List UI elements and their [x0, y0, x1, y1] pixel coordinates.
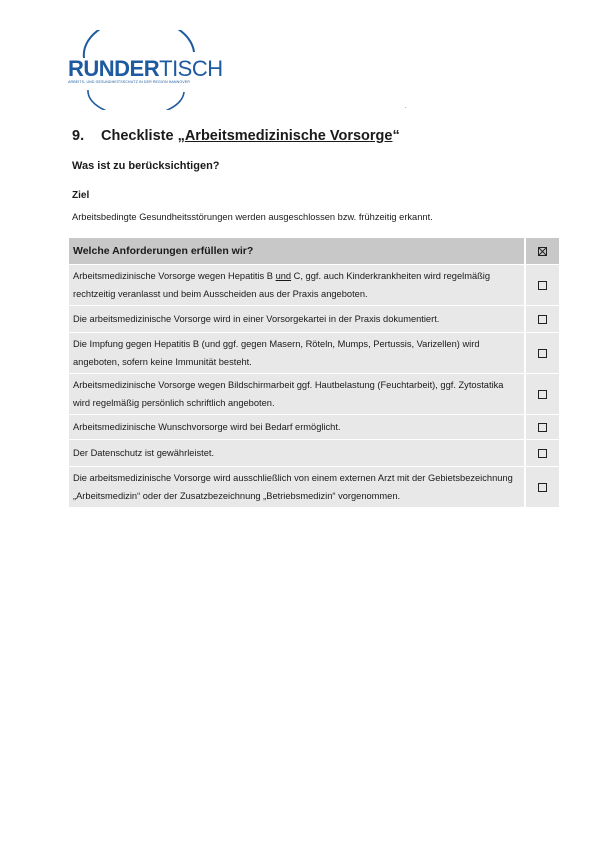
goal-text: Arbeitsbedingte Gesundheitsstörungen werden ausgeschlossen bzw. frühzeitig erkannt. — [72, 212, 433, 222]
checklist-item-text: Die arbeitsmedizinische Vorsorge wird ausschließlich von einem externen Arzt mit der Gebietsbezeichnung „Arbeitsmedizin“ oder der Zusatzbezeichnung „Betriebsmedizin“ vorgenommen. — [69, 467, 524, 507]
checklist-item-text: Arbeitsmedizinische Vorsorge wegen Bildschirmarbeit ggf. Hautbelastung (Feuchtarbeit), ggf. Zytostatika wird regelmäßig persönlich schriftlich angeboten. — [69, 374, 524, 414]
empty-box-icon — [538, 349, 547, 358]
checked-box-icon — [538, 247, 547, 256]
empty-box-icon — [538, 315, 547, 324]
page-mark: . — [405, 104, 407, 110]
section-question: Was ist zu berücksichtigen? — [72, 160, 220, 172]
empty-box-icon — [538, 449, 547, 458]
checklist-row — [69, 467, 559, 508]
logo — [66, 30, 223, 110]
checklist-row — [69, 333, 559, 374]
item-checkbox[interactable] — [526, 440, 559, 466]
checklist-row — [69, 306, 559, 333]
checklist-item-text: Arbeitsmedizinische Vorsorge wegen Hepatitis B und C, ggf. auch Kinderkrankheiten wird regelmäßig rechtzeitig veranlasst und beim Ausscheiden aus der Praxis angeboten. — [69, 265, 524, 305]
item-checkbox[interactable] — [526, 265, 559, 305]
empty-box-icon — [538, 483, 547, 492]
logo-wordmark: RUNDERTISCH — [68, 56, 223, 81]
empty-box-icon — [538, 423, 547, 432]
checklist-row — [69, 265, 559, 306]
goal-label: Ziel — [72, 190, 90, 201]
checklist-header-row — [69, 238, 559, 265]
page-title: 9. Checkliste „Arbeitsmedizinische Vorsorge“ — [72, 128, 400, 144]
checklist-item-text: Arbeitsmedizinische Wunschvorsorge wird bei Bedarf ermöglicht. — [69, 415, 524, 439]
checklist-row — [69, 415, 559, 440]
checklist-item-text: Der Datenschutz ist gewährleistet. — [69, 440, 524, 466]
checklist-table — [69, 238, 559, 508]
header-checkbox[interactable] — [526, 238, 559, 264]
checklist-row — [69, 440, 559, 467]
item-checkbox[interactable] — [526, 333, 559, 373]
checklist-item-text: Die arbeitsmedizinische Vorsorge wird in einer Vorsorgekartei in der Praxis dokumentiert. — [69, 306, 524, 332]
empty-box-icon — [538, 281, 547, 290]
logo-subtitle: ARBEITS- UND GESUNDHEITSSCHUTZ IN DER REGION HANNOVER — [68, 80, 190, 84]
item-checkbox[interactable] — [526, 467, 559, 507]
item-checkbox[interactable] — [526, 415, 559, 439]
checklist-row — [69, 374, 559, 415]
checklist-header: Welche Anforderungen erfüllen wir? — [69, 238, 524, 264]
checklist-item-text: Die Impfung gegen Hepatitis B (und ggf. gegen Masern, Röteln, Mumps, Pertussis, Varizellen) wird angeboten, sofern keine Immunität besteht. — [69, 333, 524, 373]
item-checkbox[interactable] — [526, 306, 559, 332]
item-checkbox[interactable] — [526, 374, 559, 414]
empty-box-icon — [538, 390, 547, 399]
